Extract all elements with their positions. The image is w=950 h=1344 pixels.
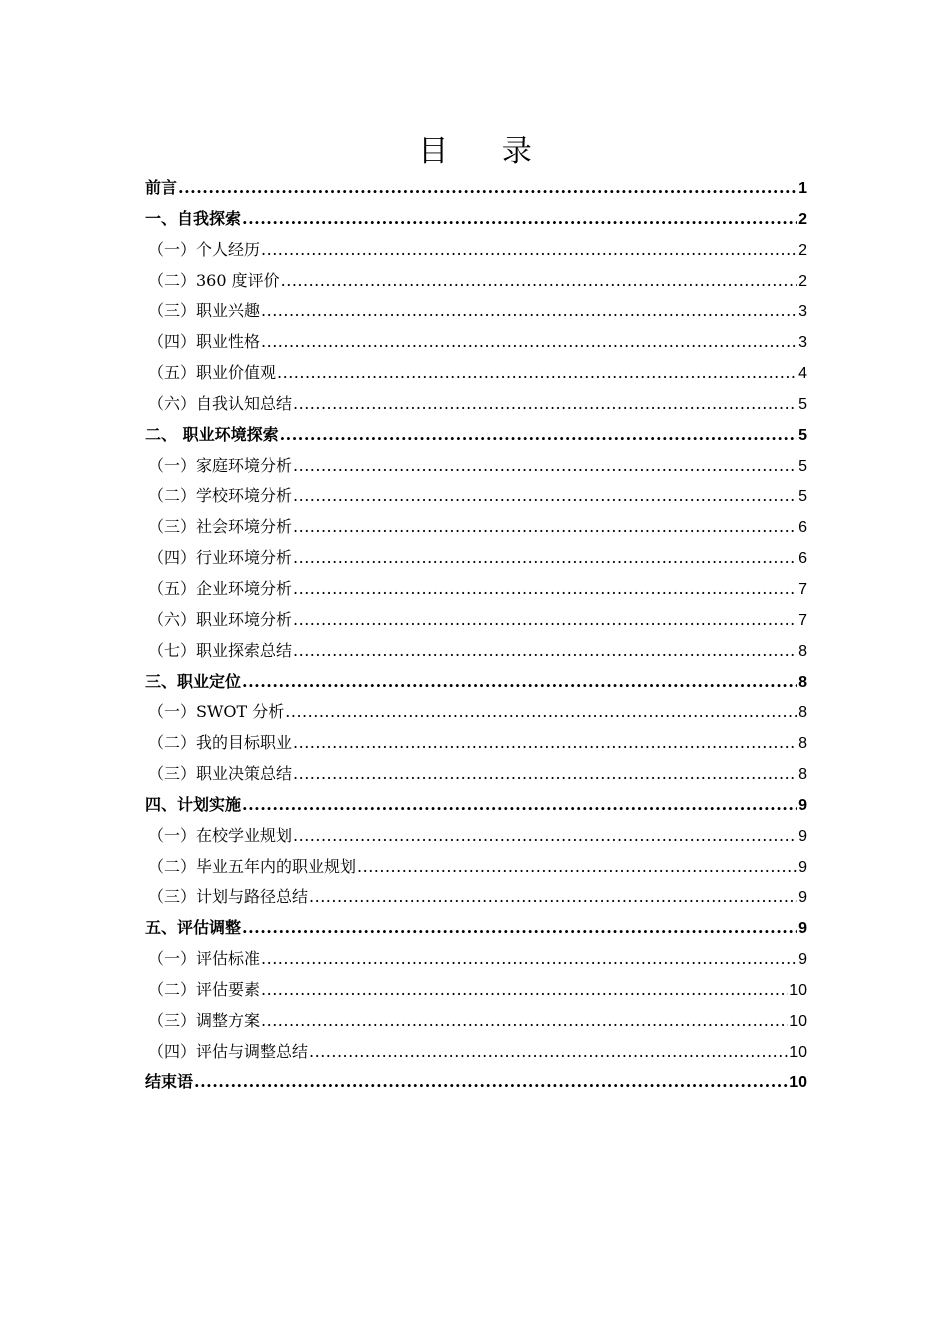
toc-page-number: 7: [798, 580, 807, 598]
toc-entry-label: （六）职业环境分析: [148, 609, 293, 629]
toc-subsection-entry[interactable]: [145, 697, 807, 728]
toc-dot-leader: [261, 975, 788, 1006]
toc-subsection-entry[interactable]: [145, 975, 807, 1006]
toc-dot-leader: [293, 759, 797, 790]
toc-subsection-entry[interactable]: [145, 389, 807, 420]
toc-page-number: 9: [798, 796, 807, 814]
toc-entry-label: （二）360 度评价: [148, 270, 280, 290]
toc-dot-leader: [261, 1006, 788, 1037]
toc-dot-leader: [293, 451, 797, 482]
toc-dot-leader: [293, 512, 797, 543]
toc-dot-leader: [293, 728, 797, 759]
toc-section-entry[interactable]: [145, 420, 807, 451]
toc-subsection-entry[interactable]: [145, 944, 807, 975]
toc-subsection-entry[interactable]: [145, 574, 807, 605]
toc-section-entry[interactable]: [145, 173, 807, 204]
toc-page-number: 5: [798, 488, 807, 506]
toc-entry-label: 五、评估调整: [145, 918, 242, 938]
toc-subsection-entry[interactable]: [145, 605, 807, 636]
toc-entry-label: （一）个人经历: [148, 239, 261, 259]
toc-dot-leader: [242, 667, 797, 698]
toc-entry-label: （三）调整方案: [148, 1010, 261, 1030]
toc-dot-leader: [293, 481, 797, 512]
toc-entry-label: （四）职业性格: [148, 332, 261, 352]
toc-subsection-entry[interactable]: [145, 1006, 807, 1037]
toc-page-number: 5: [798, 395, 807, 413]
toc-title: 目 录: [418, 134, 554, 169]
toc-subsection-entry[interactable]: [145, 1037, 807, 1068]
toc-dot-leader: [178, 173, 797, 204]
toc-page-number: 8: [798, 766, 807, 784]
toc-page-number: 2: [798, 272, 807, 290]
toc-dot-leader: [280, 420, 798, 451]
toc-page-number: 9: [798, 827, 807, 845]
toc-page-number: 8: [798, 735, 807, 753]
toc-entry-label: （一）家庭环境分析: [148, 455, 293, 475]
toc-entry-label: （三）计划与路径总结: [148, 887, 309, 907]
toc-page-number: 2: [798, 210, 807, 228]
toc-subsection-entry[interactable]: [145, 327, 807, 358]
toc-entry-label: （五）职业价值观: [148, 363, 277, 383]
toc-entry-label: （一）SWOT 分析: [148, 702, 285, 722]
toc-page-number: 10: [789, 1074, 807, 1092]
toc-page-number: 8: [798, 642, 807, 660]
toc-entry-label: 前言: [145, 178, 178, 197]
toc-subsection-entry[interactable]: [145, 852, 807, 883]
toc-entry-label: （三）职业决策总结: [148, 764, 293, 784]
toc-page-number: 2: [798, 241, 807, 259]
toc-subsection-entry[interactable]: [145, 882, 807, 913]
toc-dot-leader: [281, 266, 797, 297]
toc-page-number: 8: [798, 673, 807, 691]
toc-page-number: 9: [798, 858, 807, 876]
toc-entry-label: 三、职业定位: [145, 671, 242, 691]
toc-dot-leader: [261, 327, 797, 358]
toc-dot-leader: [293, 574, 797, 605]
toc-page-number: 3: [798, 334, 807, 352]
table-of-contents: [145, 173, 807, 1098]
toc-entry-label: （三）社会环境分析: [148, 517, 293, 537]
toc-subsection-entry[interactable]: [145, 358, 807, 389]
toc-entry-label: 四、计划实施: [145, 794, 242, 814]
toc-dot-leader: [261, 944, 797, 975]
toc-entry-label: （六）自我认知总结: [148, 393, 293, 413]
toc-page-number: 9: [798, 889, 807, 907]
toc-dot-leader: [357, 852, 797, 883]
toc-subsection-entry[interactable]: [145, 235, 807, 266]
toc-entry-label: （二）毕业五年内的职业规划: [148, 856, 357, 876]
toc-page-number: 8: [798, 704, 807, 722]
toc-subsection-entry[interactable]: [145, 543, 807, 574]
toc-subsection-entry[interactable]: [145, 759, 807, 790]
toc-subsection-entry[interactable]: [145, 266, 807, 297]
toc-page-number: 10: [789, 1012, 807, 1030]
toc-page-number: 5: [798, 457, 807, 475]
toc-subsection-entry[interactable]: [145, 512, 807, 543]
toc-page-number: 4: [798, 365, 807, 383]
toc-dot-leader: [261, 296, 797, 327]
toc-section-entry[interactable]: [145, 204, 807, 235]
toc-subsection-entry[interactable]: [145, 481, 807, 512]
toc-dot-leader: [277, 358, 797, 389]
toc-dot-leader: [242, 204, 797, 235]
toc-section-entry[interactable]: [145, 913, 807, 944]
toc-dot-leader: [293, 389, 797, 420]
toc-subsection-entry[interactable]: [145, 636, 807, 667]
toc-dot-leader: [293, 636, 797, 667]
toc-entry-label: （一）在校学业规划: [148, 825, 293, 845]
toc-entry-label: （四）行业环境分析: [148, 548, 293, 568]
toc-entry-label: （七）职业探索总结: [148, 640, 293, 660]
toc-subsection-entry[interactable]: [145, 821, 807, 852]
toc-page-number: 6: [798, 519, 807, 537]
toc-entry-label: 一、自我探索: [145, 208, 242, 228]
toc-page-number: 6: [798, 550, 807, 568]
toc-page-number: 1: [798, 180, 807, 197]
toc-page-number: 7: [798, 611, 807, 629]
toc-subsection-entry[interactable]: [145, 451, 807, 482]
toc-section-entry[interactable]: [145, 790, 807, 821]
toc-entry-label: （一）评估标准: [148, 949, 261, 969]
toc-dot-leader: [309, 882, 797, 913]
toc-dot-leader: [261, 235, 797, 266]
toc-entry-label: 结束语: [145, 1072, 194, 1092]
toc-section-entry[interactable]: [145, 667, 807, 698]
toc-page-number: 10: [789, 1043, 807, 1061]
toc-entry-label: （二）评估要素: [148, 979, 261, 999]
toc-dot-leader: [242, 913, 797, 944]
toc-entry-label: （二）我的目标职业: [148, 733, 293, 753]
toc-entry-label: （三）职业兴趣: [148, 301, 261, 321]
toc-page-number: 5: [798, 426, 807, 444]
toc-entry-label: 二、 职业环境探索: [145, 424, 279, 444]
toc-dot-leader: [309, 1037, 788, 1068]
toc-entry-label: （二）学校环境分析: [148, 486, 293, 506]
toc-section-entry[interactable]: [145, 1067, 807, 1098]
toc-page-number: 10: [789, 981, 807, 999]
toc-page-number: 3: [798, 303, 807, 321]
toc-dot-leader: [293, 821, 797, 852]
toc-page-number: 9: [798, 920, 807, 938]
toc-dot-leader: [285, 697, 797, 728]
toc-entry-label: （四）评估与调整总结: [148, 1041, 309, 1061]
toc-entry-label: （五）企业环境分析: [148, 578, 293, 598]
toc-dot-leader: [194, 1067, 788, 1098]
toc-page-number: 9: [798, 951, 807, 969]
toc-subsection-entry[interactable]: [145, 296, 807, 327]
toc-dot-leader: [293, 543, 797, 574]
toc-subsection-entry[interactable]: [145, 728, 807, 759]
toc-dot-leader: [293, 605, 797, 636]
toc-dot-leader: [242, 790, 797, 821]
